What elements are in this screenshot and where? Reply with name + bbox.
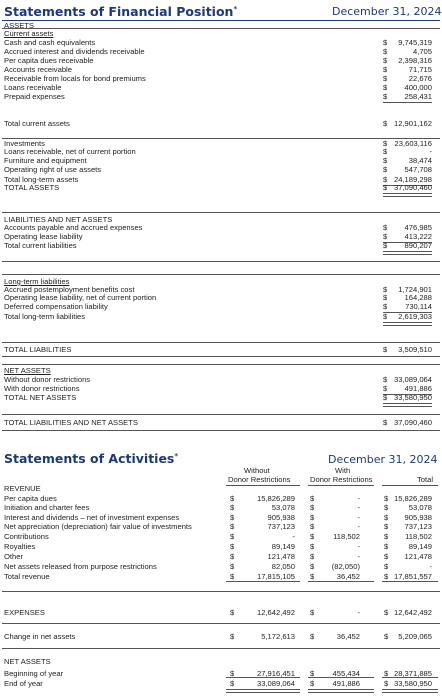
col-with-line2: Donor Restrictions bbox=[310, 475, 373, 484]
dollar-sign: $ bbox=[384, 669, 389, 678]
dollar-sign: $ bbox=[310, 669, 315, 678]
dollar-sign: $ bbox=[230, 503, 235, 512]
dollar-sign: $ bbox=[383, 139, 388, 148]
dollar-sign: $ bbox=[310, 513, 315, 522]
row-label: With donor restrictions bbox=[4, 384, 80, 393]
row-value: 491,886 bbox=[404, 384, 432, 393]
row-value: 2,398,316 bbox=[398, 56, 432, 65]
dollar-sign: $ bbox=[383, 38, 388, 47]
col-without-line1: Without bbox=[244, 466, 270, 475]
activity-row-total: 121,478 bbox=[404, 552, 432, 561]
dollar-sign: $ bbox=[384, 532, 389, 541]
row-value: 890,207 bbox=[404, 241, 432, 250]
activities-date: December 31, 2024 bbox=[328, 453, 438, 466]
row-value: 71,715 bbox=[408, 65, 432, 74]
dollar-sign: $ bbox=[383, 74, 388, 83]
section-divider bbox=[2, 364, 440, 365]
total-rule bbox=[308, 689, 374, 693]
section-divider bbox=[2, 342, 440, 343]
dollar-sign: $ bbox=[383, 418, 388, 427]
row-value: 730,114 bbox=[405, 302, 432, 311]
activity-row-with: - bbox=[357, 542, 360, 551]
activity-row-with: - bbox=[357, 552, 360, 561]
activity-row-without: 905,938 bbox=[267, 513, 295, 522]
row-label: Operating lease liability, net of current portion bbox=[4, 293, 157, 302]
dollar-sign: $ bbox=[383, 119, 388, 128]
row-label: TOTAL LIABILITIES AND NET ASSETS bbox=[4, 418, 138, 427]
row-value: 1,724,901 bbox=[398, 285, 432, 294]
change-row-total: 5,209,065 bbox=[398, 632, 432, 641]
activity-row-total: 737,123 bbox=[404, 522, 432, 531]
total-rule bbox=[383, 322, 432, 326]
activity-row-label: Net assets released from purpose restrictions bbox=[4, 562, 157, 571]
section-heading: ASSETS bbox=[4, 21, 34, 30]
expenses-row-label: EXPENSES bbox=[4, 608, 45, 617]
row-value: 12,901,162 bbox=[393, 119, 432, 128]
beginning-row-with: 455,434 bbox=[332, 669, 360, 678]
row-label: Total long-term liabilities bbox=[4, 312, 86, 321]
col-rule bbox=[226, 485, 300, 486]
activity-row-total: 905,938 bbox=[404, 513, 432, 522]
row-value: 37,090,460 bbox=[393, 183, 432, 192]
beginning-row-without: 27,916,451 bbox=[256, 669, 295, 678]
dollar-sign: $ bbox=[230, 532, 235, 541]
change-row-without: 5,172,613 bbox=[261, 632, 295, 641]
dollar-sign: $ bbox=[384, 562, 389, 571]
row-label: Accounts receivable bbox=[4, 65, 72, 74]
financial-position-date: December 31, 2024 bbox=[332, 5, 442, 18]
row-label: TOTAL LIABILITIES bbox=[4, 345, 72, 354]
activity-row-without: 15,826,289 bbox=[256, 494, 295, 503]
section-heading: NET ASSETS bbox=[4, 366, 51, 375]
row-label: Prepaid expenses bbox=[4, 92, 65, 101]
activity-row-total: 53,078 bbox=[408, 503, 432, 512]
dollar-sign: $ bbox=[230, 608, 235, 617]
section-divider bbox=[2, 138, 440, 139]
row-label: Total long-term assets bbox=[4, 175, 79, 184]
section-divider bbox=[2, 648, 440, 649]
section-divider bbox=[2, 430, 440, 431]
dollar-sign: $ bbox=[384, 679, 389, 688]
section-divider bbox=[2, 414, 440, 415]
col-with-line1: With bbox=[335, 466, 351, 475]
dollar-sign: $ bbox=[230, 513, 235, 522]
section-divider bbox=[2, 591, 440, 592]
activity-row-with: - bbox=[357, 503, 360, 512]
activity-row-label: Royalties bbox=[4, 542, 36, 551]
dollar-sign: $ bbox=[383, 183, 388, 192]
dollar-sign: $ bbox=[383, 165, 388, 174]
activity-row-label: Other bbox=[4, 552, 23, 561]
row-value: 33,580,950 bbox=[393, 393, 432, 402]
section-divider bbox=[2, 274, 440, 275]
dollar-sign: $ bbox=[384, 494, 389, 503]
subtotal-rule bbox=[308, 677, 374, 678]
dollar-sign: $ bbox=[384, 522, 389, 531]
activity-row-with: - bbox=[357, 513, 360, 522]
activity-row-label: Interest and dividends – net of investment expenses bbox=[4, 513, 180, 522]
activity-row-label: Total revenue bbox=[4, 572, 50, 581]
activity-row-total: 89,149 bbox=[408, 542, 432, 551]
dollar-sign: $ bbox=[383, 147, 388, 156]
row-label: Accrued interest and dividends receivable bbox=[4, 47, 145, 56]
beginning-row-total: 28,371,885 bbox=[393, 669, 432, 678]
expenses-row-with: - bbox=[357, 608, 360, 617]
row-value: 22,676 bbox=[408, 74, 432, 83]
row-value: 2,619,303 bbox=[398, 312, 432, 321]
section-divider bbox=[2, 261, 440, 262]
dollar-sign: $ bbox=[230, 669, 235, 678]
activity-row-without: 82,050 bbox=[271, 562, 295, 571]
row-label: Total current assets bbox=[4, 119, 70, 128]
row-value: 476,985 bbox=[404, 223, 432, 232]
col-rule bbox=[308, 485, 374, 486]
title-divider bbox=[2, 20, 440, 21]
row-label: Operating lease liability bbox=[4, 232, 83, 241]
dollar-sign: $ bbox=[384, 632, 389, 641]
row-label: Loans receivable, net of current portion bbox=[4, 147, 136, 156]
activity-row-with: (82,050) bbox=[331, 562, 360, 571]
activity-row-label: Contributions bbox=[4, 532, 49, 541]
dollar-sign: $ bbox=[230, 632, 235, 641]
dollar-sign: $ bbox=[230, 562, 235, 571]
row-label: Total current liabilities bbox=[4, 241, 77, 250]
dollar-sign: $ bbox=[230, 494, 235, 503]
section-divider bbox=[2, 28, 440, 29]
activity-row-label: Initiation and charter fees bbox=[4, 503, 90, 512]
row-value: 4,705 bbox=[412, 47, 432, 56]
row-value: 547,708 bbox=[404, 165, 432, 174]
activity-row-without: 89,149 bbox=[271, 542, 295, 551]
dollar-sign: $ bbox=[383, 56, 388, 65]
activity-row-total: 17,851,557 bbox=[393, 572, 432, 581]
row-value: 3,509,510 bbox=[398, 345, 432, 354]
dollar-sign: $ bbox=[384, 513, 389, 522]
total-rule bbox=[382, 689, 438, 693]
col-rule bbox=[382, 485, 438, 486]
dollar-sign: $ bbox=[384, 552, 389, 561]
row-label: Deferred compensation liability bbox=[4, 302, 108, 311]
dollar-sign: $ bbox=[383, 83, 388, 92]
total-rule bbox=[383, 403, 432, 407]
activity-row-total: 118,502 bbox=[405, 532, 432, 541]
total-rule bbox=[226, 689, 300, 693]
dollar-sign: $ bbox=[230, 542, 235, 551]
section-heading: Current assets bbox=[4, 29, 54, 38]
row-label: Per capita dues receivable bbox=[4, 56, 94, 65]
net-assets-heading: NET ASSETS bbox=[4, 657, 51, 666]
dollar-sign: $ bbox=[383, 285, 388, 294]
row-value: 37,090,460 bbox=[393, 418, 432, 427]
dollar-sign: $ bbox=[383, 47, 388, 56]
dollar-sign: $ bbox=[384, 542, 389, 551]
section-divider bbox=[2, 212, 440, 213]
activity-row-label: Per capita dues bbox=[4, 494, 57, 503]
dollar-sign: $ bbox=[310, 552, 315, 561]
dollar-sign: $ bbox=[383, 293, 388, 302]
subtotal-rule bbox=[382, 581, 438, 582]
activity-row-label: Net appreciation (depreciation) fair value of investments bbox=[4, 522, 192, 531]
dollar-sign: $ bbox=[383, 375, 388, 384]
dollar-sign: $ bbox=[383, 65, 388, 74]
dollar-sign: $ bbox=[383, 156, 388, 165]
dollar-sign: $ bbox=[230, 552, 235, 561]
dollar-sign: $ bbox=[383, 393, 388, 402]
dollar-sign: $ bbox=[384, 503, 389, 512]
end-row-label: End of year bbox=[4, 679, 43, 688]
activity-row-total: 15,826,289 bbox=[393, 494, 432, 503]
dollar-sign: $ bbox=[383, 241, 388, 250]
end-row-total: 33,580,950 bbox=[393, 679, 432, 688]
end-row-without: 33,089,064 bbox=[256, 679, 295, 688]
dollar-sign: $ bbox=[384, 608, 389, 617]
row-value: 9,745,319 bbox=[398, 38, 432, 47]
row-label: TOTAL ASSETS bbox=[4, 183, 60, 192]
row-value: 33,089,064 bbox=[393, 375, 432, 384]
dollar-sign: $ bbox=[230, 679, 235, 688]
activity-row-with: - bbox=[357, 494, 360, 503]
section-heading: Long-term liabilities bbox=[4, 277, 70, 286]
row-label: Receivable from locals for bond premiums bbox=[4, 74, 146, 83]
activity-row-with: - bbox=[357, 522, 360, 531]
row-label: Cash and cash equivalents bbox=[4, 38, 96, 47]
dollar-sign: $ bbox=[384, 572, 389, 581]
activity-row-without: 121,478 bbox=[267, 552, 295, 561]
row-value: 258,431 bbox=[404, 92, 432, 101]
end-row-with: 491,886 bbox=[332, 679, 360, 688]
section-divider bbox=[2, 356, 440, 357]
subtotal-rule bbox=[226, 581, 300, 582]
dollar-sign: $ bbox=[383, 345, 388, 354]
expenses-row-without: 12,642,492 bbox=[256, 608, 295, 617]
row-value: 38,474 bbox=[408, 156, 432, 165]
dollar-sign: $ bbox=[310, 542, 315, 551]
row-value: 164,288 bbox=[404, 293, 432, 302]
dollar-sign: $ bbox=[310, 494, 315, 503]
dollar-sign: $ bbox=[383, 384, 388, 393]
dollar-sign: $ bbox=[310, 632, 315, 641]
subtotal-rule bbox=[308, 581, 374, 582]
change-row-label: Change in net assets bbox=[4, 632, 76, 641]
activity-row-with: 118,502 bbox=[333, 532, 360, 541]
dollar-sign: $ bbox=[230, 572, 235, 581]
row-value: 23,603,116 bbox=[394, 139, 432, 148]
dollar-sign: $ bbox=[383, 92, 388, 101]
activity-row-total: - bbox=[429, 562, 432, 571]
dollar-sign: $ bbox=[310, 522, 315, 531]
col-without-line2: Donor Restrictions bbox=[228, 475, 291, 484]
dollar-sign: $ bbox=[310, 679, 315, 688]
dollar-sign: $ bbox=[383, 312, 388, 321]
revenue-heading: REVENUE bbox=[4, 484, 41, 493]
activities-title: Statements of Activities* bbox=[4, 451, 179, 466]
dollar-sign: $ bbox=[383, 175, 388, 184]
activity-row-without: - bbox=[292, 532, 295, 541]
dollar-sign: $ bbox=[310, 572, 315, 581]
row-label: Accounts payable and accrued expenses bbox=[4, 223, 143, 232]
subtotal-rule bbox=[226, 677, 300, 678]
activity-row-without: 53,078 bbox=[271, 503, 295, 512]
dollar-sign: $ bbox=[310, 532, 315, 541]
dollar-sign: $ bbox=[310, 608, 315, 617]
expenses-row-total: 12,642,492 bbox=[393, 608, 432, 617]
section-heading: LIABILITIES AND NET ASSETS bbox=[4, 215, 113, 224]
row-label: Loans receivable bbox=[4, 83, 62, 92]
dollar-sign: $ bbox=[310, 562, 315, 571]
activity-row-without: 737,123 bbox=[267, 522, 295, 531]
dollar-sign: $ bbox=[310, 503, 315, 512]
total-rule bbox=[383, 251, 432, 255]
row-label: Furniture and equipment bbox=[4, 156, 87, 165]
total-rule bbox=[383, 193, 432, 197]
financial-position-title: Statements of Financial Position* bbox=[4, 4, 238, 19]
row-value: 413,222 bbox=[404, 232, 432, 241]
row-value: 24,189,298 bbox=[393, 175, 432, 184]
activity-row-with: 36,452 bbox=[336, 572, 360, 581]
subtotal-rule bbox=[382, 677, 438, 678]
subtotal-rule bbox=[383, 102, 432, 103]
row-label: TOTAL NET ASSETS bbox=[4, 393, 77, 402]
row-value: - bbox=[429, 147, 432, 156]
row-label: Without donor restrictions bbox=[4, 375, 91, 384]
col-total: Total bbox=[417, 475, 434, 484]
dollar-sign: $ bbox=[230, 522, 235, 531]
dollar-sign: $ bbox=[383, 223, 388, 232]
activity-row-without: 17,815,105 bbox=[256, 572, 295, 581]
section-divider bbox=[2, 623, 440, 624]
row-label: Operating right of use assets bbox=[4, 165, 102, 174]
beginning-row-label: Beginning of year bbox=[4, 669, 64, 678]
change-row-with: 36,452 bbox=[336, 632, 360, 641]
dollar-sign: $ bbox=[383, 302, 388, 311]
row-label: Investments bbox=[4, 139, 45, 148]
dollar-sign: $ bbox=[383, 232, 388, 241]
row-label: Accrued postemployment benefits cost bbox=[4, 285, 135, 294]
row-value: 400,000 bbox=[404, 83, 432, 92]
